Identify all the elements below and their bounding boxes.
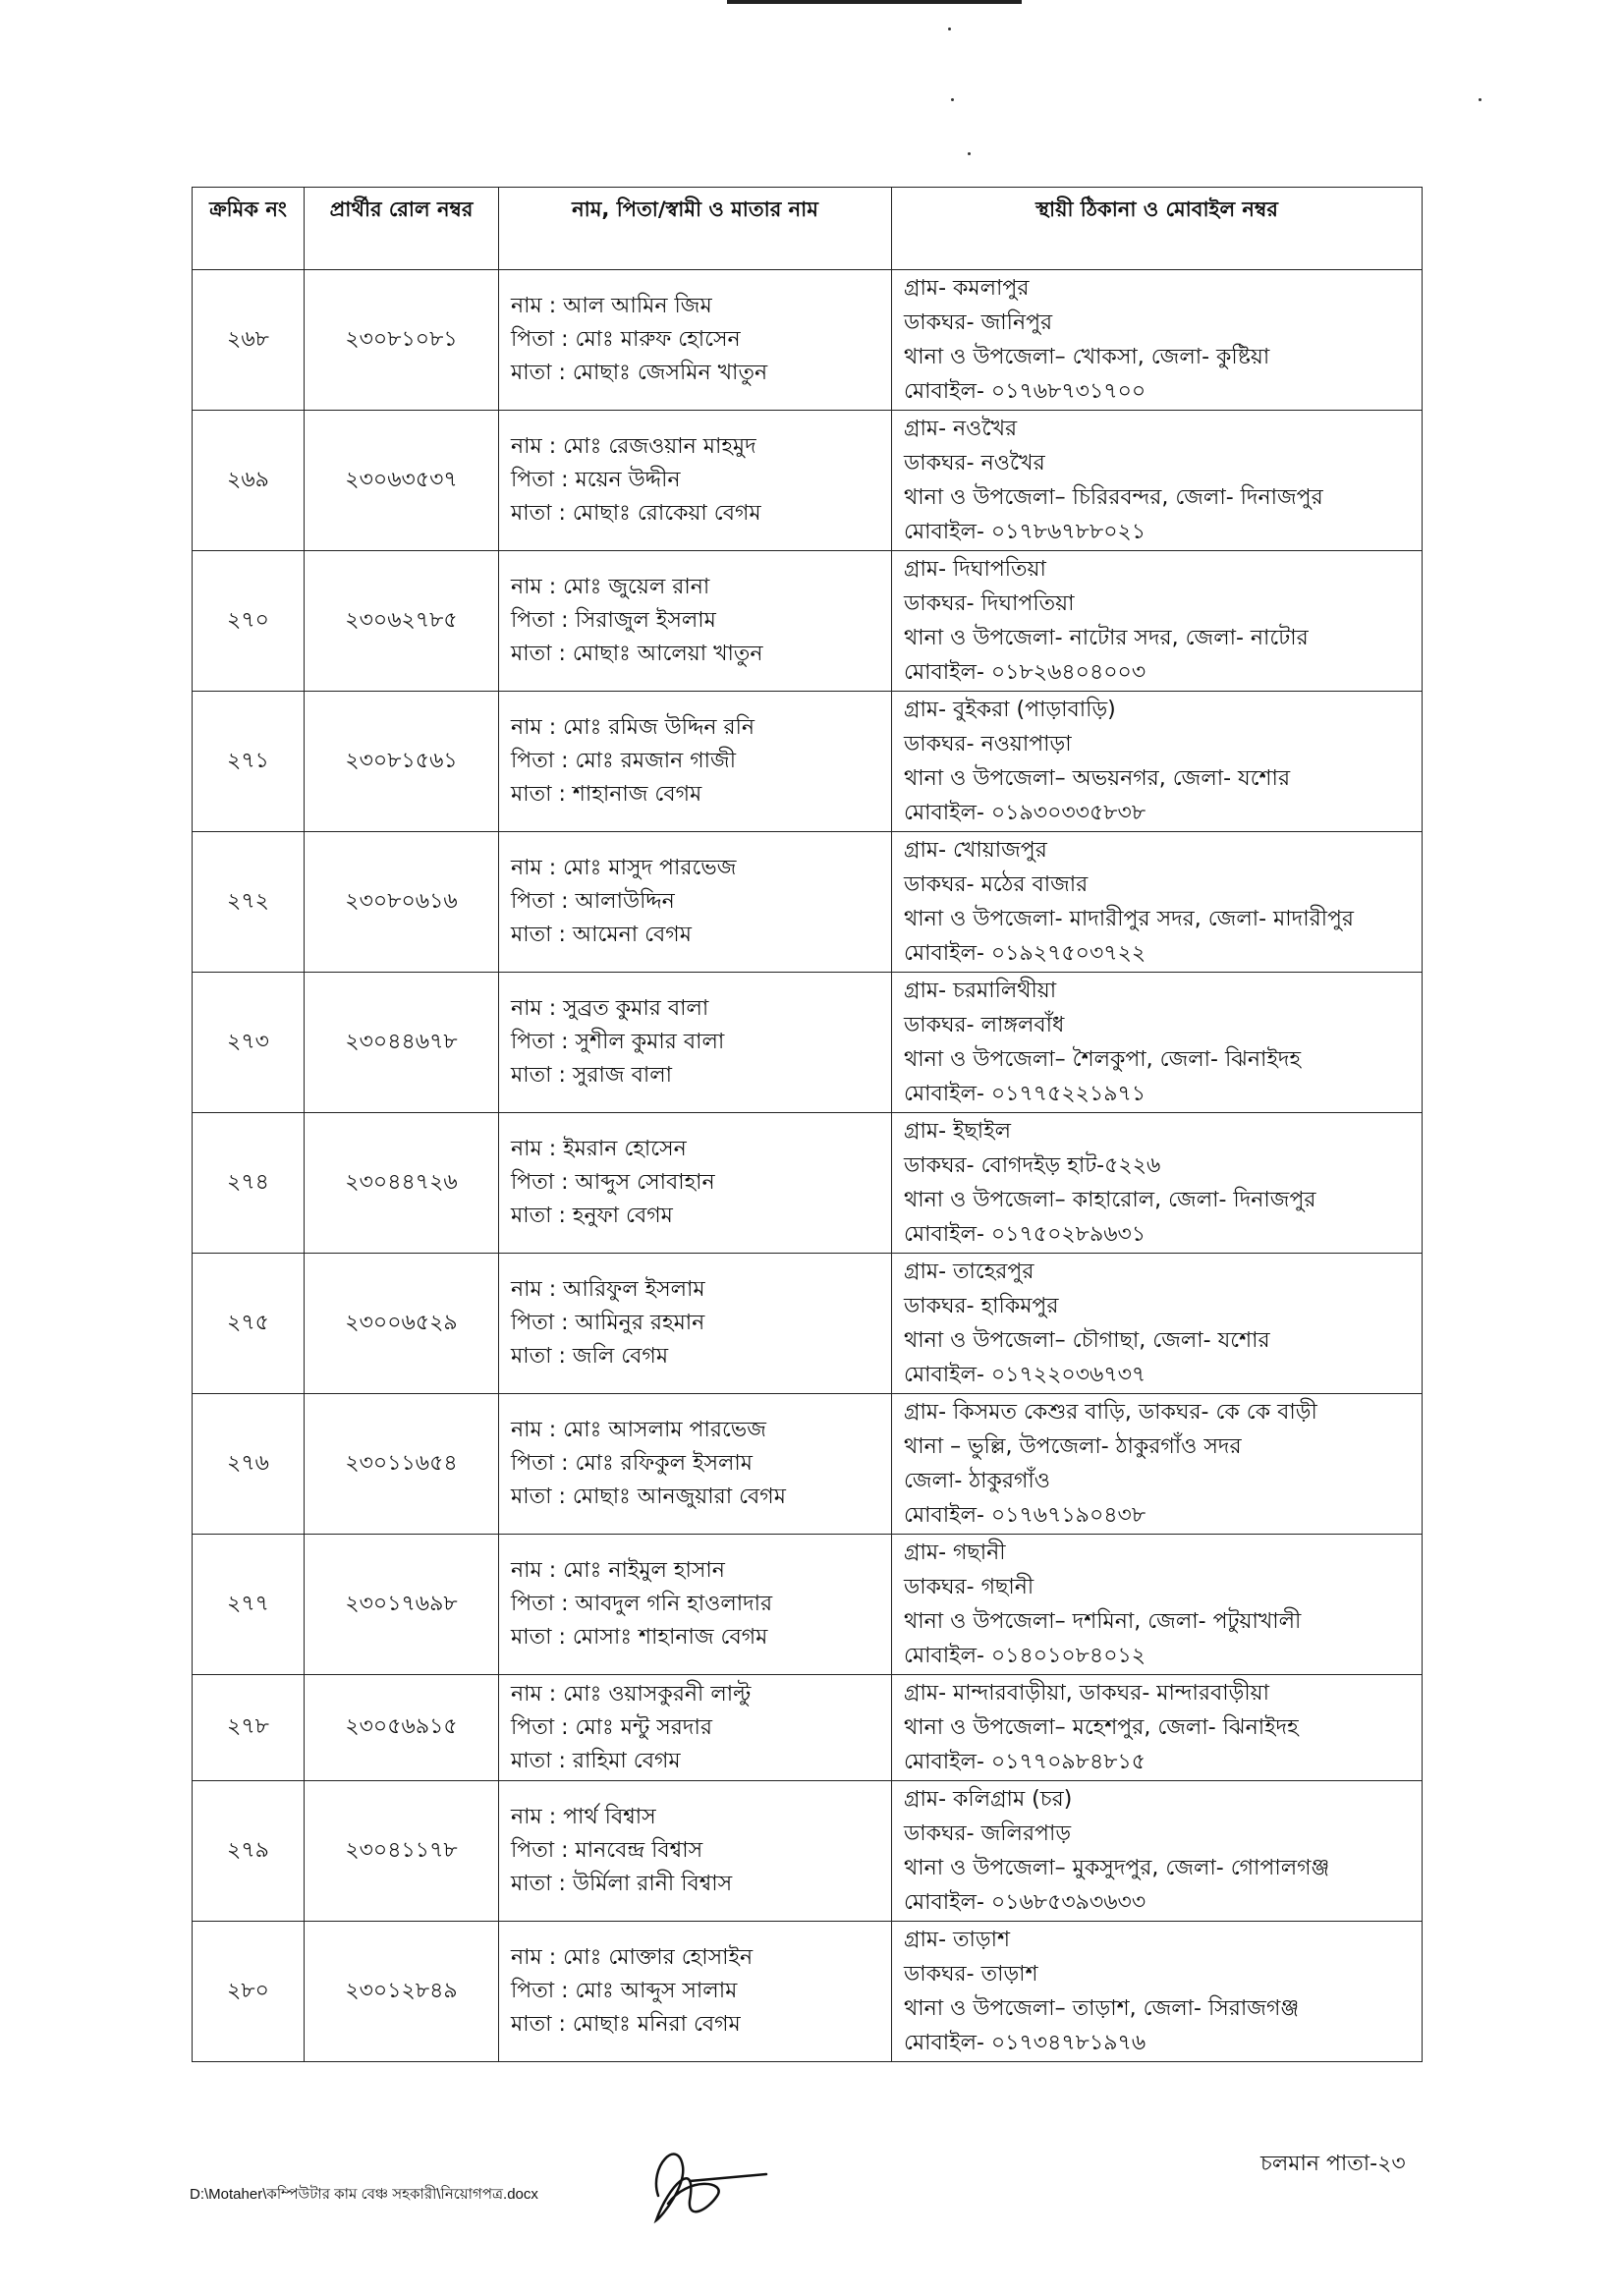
roll-cell: ২৩০১২৮৪৯ [305, 1922, 499, 2062]
table-row [193, 1535, 1423, 1675]
roll-cell: ২৩০১৭৬৯৮ [305, 1535, 499, 1675]
mother-line: মাতা : শাহানাজ বেগম [511, 782, 702, 807]
address-line: ডাকঘর- লাঙ্গলবাঁধ [904, 1013, 1065, 1037]
address-line: মোবাইল- ০১৮২৬৪০৪০০৩ [904, 660, 1146, 685]
address-line: থানা ও উপজেলা– চিরিরবন্দর, জেলা- দিনাজপুর [904, 485, 1323, 510]
serial-cell: ২৭৬ [193, 1394, 305, 1535]
address-line: মোবাইল- ০১৪০১০৮৪০১২ [904, 1644, 1146, 1668]
mother-line: মাতা : জলি বেগম [511, 1344, 669, 1369]
address-line: ডাকঘর- জলিরপাড় [904, 1821, 1072, 1846]
address-line: থানা – ভুল্লি, উপজেলা- ঠাকুরগাঁও সদর [904, 1434, 1242, 1459]
address-cell [892, 551, 1423, 692]
address-line: ডাকঘর- বোগদইড় হাট-৫২২৬ [904, 1153, 1161, 1178]
address-line: গ্রাম- কলিগ্রাম (চর) [904, 1787, 1073, 1812]
address-line: মোবাইল- ০১৯২৭৫০৩৭২২ [904, 941, 1146, 966]
table-row [193, 1922, 1423, 2062]
address-cell [892, 1781, 1423, 1922]
roll-cell: ২৩০০৬৫২৯ [305, 1254, 499, 1394]
name-line: নাম : মোঃ মাসুদ পারভেজ [511, 856, 737, 880]
address-line: মোবাইল- ০১৭২২০৩৬৭৩৭ [904, 1363, 1146, 1387]
address-cell [892, 692, 1423, 832]
roll-cell: ২৩০৮১৫৬১ [305, 692, 499, 832]
father-line: পিতা : মোঃ রমজান গাজী [511, 749, 737, 773]
address-line: গ্রাম- খোয়াজপুর [904, 838, 1047, 863]
mother-line: মাতা : সুরাজ বালা [511, 1063, 672, 1088]
address-line: জেলা- ঠাকুরগাঁও [904, 1469, 1050, 1493]
scan-speck [948, 28, 951, 30]
address-line: থানা ও উপজেলা– অভয়নগর, জেলা- যশোর [904, 766, 1291, 791]
address-line: গ্রাম- তাহেরপুর [904, 1260, 1034, 1284]
mother-line: মাতা : মোছাঃ আলেয়া খাতুন [511, 642, 763, 666]
table-row [193, 1781, 1423, 1922]
father-line: পিতা : আবদুল গনি হাওলাদার [511, 1592, 773, 1616]
header-names: নাম, পিতা/স্বামী ও মাতার নাম [499, 188, 892, 270]
address-cell [892, 1394, 1423, 1535]
table-row [193, 973, 1423, 1113]
candidate-table [192, 187, 1423, 2062]
scan-edge-mark [727, 0, 1022, 4]
roll-cell: ২৩০৮০৬১৬ [305, 832, 499, 973]
address-line: ডাকঘর- নওখৈর [904, 451, 1045, 476]
serial-cell: ২৭৮ [193, 1675, 305, 1781]
address-line: মোবাইল- ০১৭৬৮৭৩১৭০০ [904, 379, 1146, 404]
address-line: থানা ও উপজেলা– খোকসা, জেলা- কুষ্টিয়া [904, 345, 1270, 369]
table-row [193, 692, 1423, 832]
address-cell [892, 411, 1423, 551]
address-line: মোবাইল- ০১৭৭৫২২১৯৭১ [904, 1082, 1146, 1106]
address-line: গ্রাম- কমলাপুর [904, 276, 1030, 301]
address-line: মোবাইল- ০১৯৩০৩৩৫৮৩৮ [904, 801, 1146, 825]
scan-speck [968, 152, 971, 155]
father-line: পিতা : মোঃ মারুফ হোসেন [511, 327, 741, 352]
address-line: ডাকঘর- হাকিমপুর [904, 1294, 1059, 1318]
address-line: থানা ও উপজেলা– শৈলকুপা, জেলা- ঝিনাইদহ [904, 1047, 1301, 1072]
name-line: নাম : আরিফুল ইসলাম [511, 1277, 705, 1302]
serial-cell: ২৭০ [193, 551, 305, 692]
names-cell [499, 1922, 892, 2062]
mother-line: মাতা : মোছাঃ জেসমিন খাতুন [511, 361, 768, 385]
address-line: থানা ও উপজেলা- নাটোর সদর, জেলা- নাটোর [904, 626, 1309, 650]
address-line: ডাকঘর- দিঘাপতিয়া [904, 591, 1075, 616]
name-line: নাম : ইমরান হোসেন [511, 1137, 687, 1161]
mother-line: মাতা : মোছাঃ মনিরা বেগম [511, 2012, 741, 2037]
address-line: গ্রাম- নওখৈর [904, 417, 1018, 441]
name-line: নাম : মোঃ ওয়াসকুরনী লাল্টু [511, 1681, 752, 1707]
father-line: পিতা : সিরাজুল ইসলাম [511, 608, 716, 633]
address-line: ডাকঘর- নওয়াপাড়া [904, 732, 1072, 756]
address-line: ডাকঘর- জানিপুর [904, 310, 1053, 335]
address-line: ডাকঘর- তাড়াশ [904, 1962, 1038, 1987]
serial-cell: ২৬৯ [193, 411, 305, 551]
page-continuation: চলমান পাতা-২৩ [1260, 2152, 1406, 2176]
address-line: থানা ও উপজেলা- মাদারীপুর সদর, জেলা- মাদারীপুর [904, 907, 1355, 931]
mother-line: মাতা : রাহিমা বেগম [511, 1748, 681, 1773]
mother-line: মাতা : আমেনা বেগম [511, 923, 692, 947]
father-line: পিতা : মোঃ মন্টু সরদার [511, 1714, 712, 1740]
address-cell [892, 1113, 1423, 1254]
header-roll: প্রার্থীর রোল নম্বর [305, 188, 499, 270]
roll-cell: ২৩০৫৬৯১৫ [305, 1675, 499, 1781]
file-path: D:\Motaher\কম্পিউটার কাম বেঞ্চ সহকারী\নিয়োগপত্র.docx [190, 2186, 538, 2203]
names-cell [499, 270, 892, 411]
header-serial: ক্রমিক নং [193, 188, 305, 270]
name-line: নাম : মোঃ আসলাম পারভেজ [511, 1418, 766, 1442]
address-line: থানা ও উপজেলা– তাড়াশ, জেলা- সিরাজগঞ্জ [904, 1996, 1300, 2021]
father-line: পিতা : আমিনুর রহমান [511, 1311, 705, 1335]
names-cell [499, 1394, 892, 1535]
address-line: গ্রাম- গছানী [904, 1540, 1006, 1565]
scan-speck [1479, 98, 1481, 101]
table-row [193, 551, 1423, 692]
father-line: পিতা : আব্দুস সোবাহান [511, 1170, 715, 1195]
address-line: গ্রাম- তাড়াশ [904, 1928, 1010, 1952]
address-line: ডাকঘর- মঠের বাজার [904, 872, 1089, 897]
roll-cell: ২৩০১১৬৫৪ [305, 1394, 499, 1535]
table-row [193, 411, 1423, 551]
serial-cell: ২৭২ [193, 832, 305, 973]
name-line: নাম : মোঃ রেজওয়ান মাহমুদ [511, 434, 756, 459]
roll-cell: ২৩০৪৪৭২৬ [305, 1113, 499, 1254]
address-line: মোবাইল- ০১৭৫০২৮৯৬৩১ [904, 1222, 1146, 1247]
father-line: পিতা : মোঃ আব্দুস সালাম [511, 1979, 738, 2003]
address-line: গ্রাম- কিসমত কেশুর বাড়ি, ডাকঘর- কে কে বাড়ী [904, 1400, 1317, 1425]
signature [629, 2127, 776, 2235]
address-line: মোবাইল- ০১৭৮৬৭৮৮০২১ [904, 520, 1146, 544]
names-cell [499, 1675, 892, 1781]
address-line: গ্রাম- দিঘাপতিয়া [904, 557, 1046, 582]
mother-line: মাতা : মোছাঃ রোকেয়া বেগম [511, 501, 761, 526]
table-row [193, 270, 1423, 411]
address-line: মোবাইল- ০১৬৮৫৩৯৩৬৩৩ [904, 1890, 1146, 1915]
address-line: গ্রাম- মান্দারবাড়ীয়া, ডাকঘর- মান্দারবাড়ীয়া [904, 1681, 1269, 1706]
name-line: নাম : মোঃ রমিজ উদ্দিন রনি [511, 715, 755, 740]
address-line: থানা ও উপজেলা– দশমিনা, জেলা- পটুয়াখালী [904, 1609, 1302, 1634]
roll-cell: ২৩০৬২৭৮৫ [305, 551, 499, 692]
names-cell [499, 1254, 892, 1394]
address-cell [892, 270, 1423, 411]
address-cell [892, 973, 1423, 1113]
table-row [193, 1254, 1423, 1394]
serial-cell: ২৭৫ [193, 1254, 305, 1394]
address-line: গ্রাম- বুইকরা (পাড়াবাড়ি) [904, 698, 1116, 722]
father-line: পিতা : সুশীল কুমার বালা [511, 1030, 725, 1054]
names-cell [499, 692, 892, 832]
serial-cell: ২৭১ [193, 692, 305, 832]
address-cell [892, 1922, 1423, 2062]
roll-cell: ২৩০৮১০৮১ [305, 270, 499, 411]
mother-line: মাতা : হনুফা বেগম [511, 1204, 673, 1228]
address-line: থানা ও উপজেলা– চৌগাছা, জেলা- যশোর [904, 1328, 1270, 1353]
names-cell [499, 551, 892, 692]
names-cell [499, 1113, 892, 1254]
address-line: মোবাইল- ০১৭৬৭১৯০৪৩৮ [904, 1503, 1146, 1528]
address-line: গ্রাম- চরমালিথীয়া [904, 979, 1057, 1003]
names-cell [499, 973, 892, 1113]
address-line: থানা ও উপজেলা– কাহারোল, জেলা- দিনাজপুর [904, 1188, 1316, 1212]
address-cell [892, 1254, 1423, 1394]
roll-cell: ২৩০৪৪৬৭৮ [305, 973, 499, 1113]
address-cell [892, 1675, 1423, 1781]
father-line: পিতা : ময়েন উদ্দীন [511, 468, 681, 492]
mother-line: মাতা : উর্মিলা রানী বিশ্বাস [511, 1872, 733, 1896]
roll-cell: ২৩০৬৩৫৩৭ [305, 411, 499, 551]
names-cell [499, 832, 892, 973]
table-header-row [193, 188, 1423, 270]
address-line: মোবাইল- ০১৭৭০৯৮৪৮১৫ [904, 1750, 1146, 1774]
names-cell [499, 1781, 892, 1922]
serial-cell: ২৮০ [193, 1922, 305, 2062]
names-cell [499, 411, 892, 551]
names-cell [499, 1535, 892, 1675]
name-line: নাম : আল আমিন জিম [511, 294, 712, 318]
name-line: নাম : মোঃ মোক্তার হোসাইন [511, 1945, 754, 1970]
address-line: মোবাইল- ০১৭৩৪৭৮১৯৭৬ [904, 2031, 1146, 2055]
serial-cell: ২৬৮ [193, 270, 305, 411]
serial-cell: ২৭৪ [193, 1113, 305, 1254]
father-line: পিতা : মানবেন্দ্র বিশ্বাস [511, 1838, 703, 1863]
table-row [193, 1113, 1423, 1254]
serial-cell: ২৭৩ [193, 973, 305, 1113]
father-line: পিতা : মোঃ রফিকুল ইসলাম [511, 1451, 753, 1476]
name-line: নাম : পার্থ বিশ্বাস [511, 1805, 656, 1829]
address-cell [892, 832, 1423, 973]
address-line: গ্রাম- ইছাইল [904, 1119, 1011, 1144]
table-row [193, 1394, 1423, 1535]
header-address: স্থায়ী ঠিকানা ও মোবাইল নম্বর [892, 188, 1423, 270]
scan-speck [951, 98, 954, 101]
serial-cell: ২৭৭ [193, 1535, 305, 1675]
name-line: নাম : মোঃ নাইমুল হাসান [511, 1558, 725, 1583]
father-line: পিতা : আলাউদ্দিন [511, 889, 675, 914]
mother-line: মাতা : মোসাঃ শাহানাজ বেগম [511, 1625, 768, 1650]
address-line: থানা ও উপজেলা– মহেশপুর, জেলা- ঝিনাইদহ [904, 1715, 1299, 1740]
mother-line: মাতা : মোছাঃ আনজুয়ারা বেগম [511, 1484, 786, 1509]
name-line: নাম : সুব্রত কুমার বালা [511, 996, 709, 1021]
serial-cell: ২৭৯ [193, 1781, 305, 1922]
table-row [193, 1675, 1423, 1781]
table-row [193, 832, 1423, 973]
roll-cell: ২৩০৪১১৭৮ [305, 1781, 499, 1922]
name-line: নাম : মোঃ জুয়েল রানা [511, 575, 710, 599]
address-line: ডাকঘর- গছানী [904, 1575, 1034, 1599]
address-cell [892, 1535, 1423, 1675]
address-line: থানা ও উপজেলা– মুকসুদপুর, জেলা- গোপালগঞ্জ [904, 1856, 1330, 1880]
